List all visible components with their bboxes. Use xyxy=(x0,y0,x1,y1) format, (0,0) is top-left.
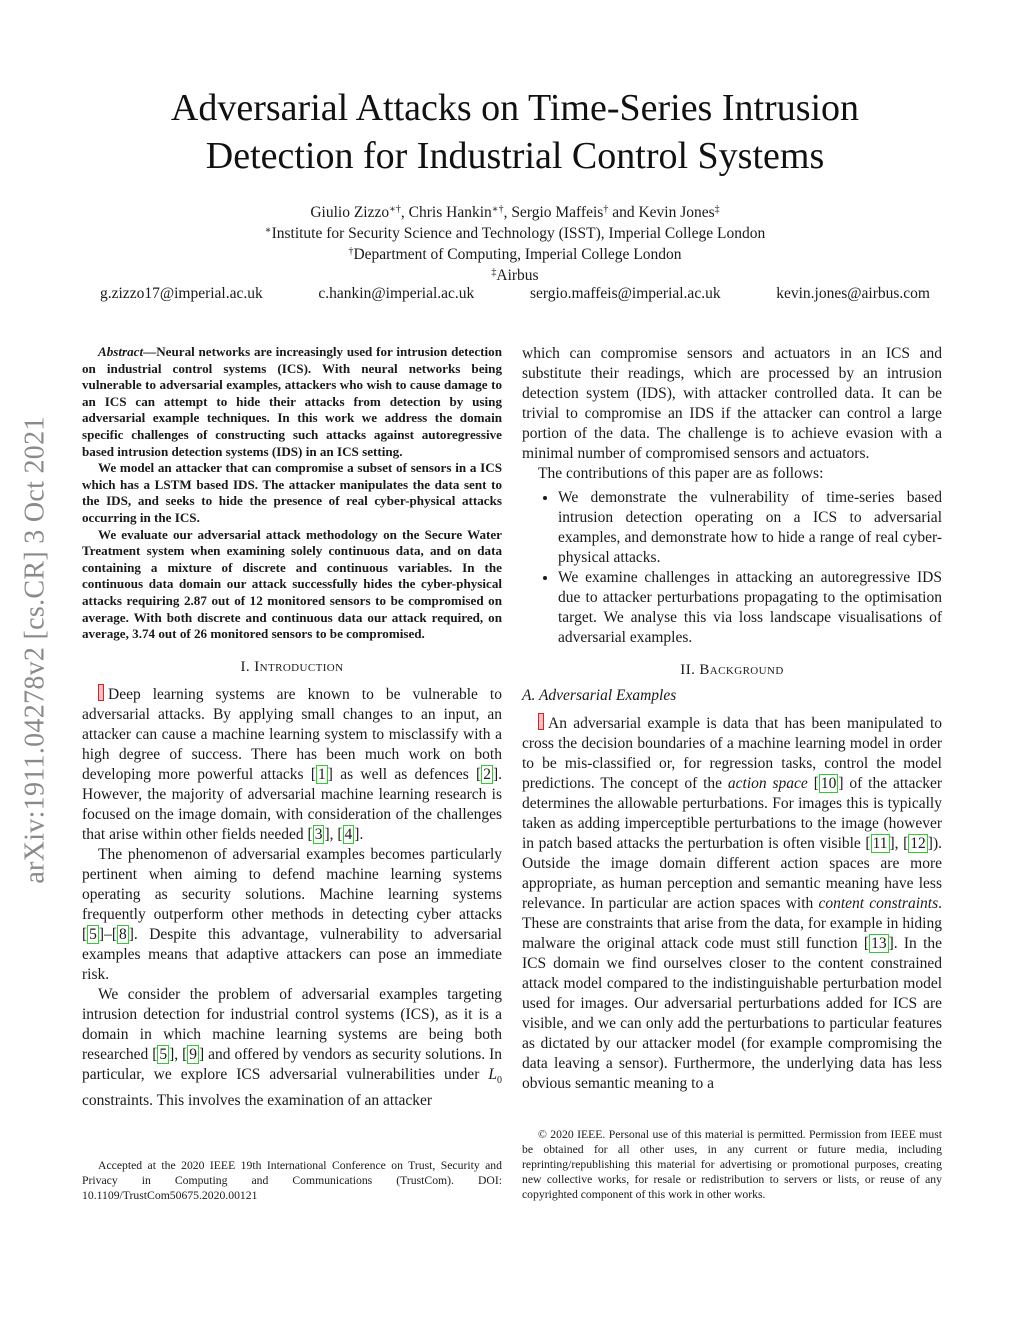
footnote-text: Accepted at the 2020 IEEE 19th International Conference on Trust, Security and Privacy in Computing and Communications (TrustCom). DOI: 10.1109/TrustCom50675.2020.00121 xyxy=(82,1159,502,1202)
author-mark: ∗† xyxy=(389,204,401,215)
citation-link[interactable]: 12 xyxy=(910,835,926,852)
author-separator: , xyxy=(503,204,512,221)
abstract xyxy=(82,344,502,643)
text-run: The phenomenon of adversarial examples becomes particularly pertinent when aiming to defend machine learning systems operating as security solutions. Machine learning systems frequently outperform other methods in detecting cyber attacks [ xyxy=(82,845,502,943)
footnote-copyright xyxy=(522,1127,942,1202)
abstract-label: Abstract xyxy=(98,344,144,359)
contributions-list xyxy=(522,488,942,648)
affiliation-mark: ‡ xyxy=(491,267,497,278)
affiliation-mark: ∗ xyxy=(264,225,272,236)
title-line-2: Detection for Industrial Control Systems xyxy=(205,135,825,177)
right-column xyxy=(522,344,942,1094)
paragraph: The contributions of this paper are as follows: xyxy=(538,465,824,482)
text-run: [ xyxy=(807,775,819,792)
subsection-heading: A. Adversarial Examples xyxy=(522,687,677,704)
email-link[interactable]: sergio.maffeis@imperial.ac.uk xyxy=(529,285,721,302)
affiliation xyxy=(90,244,940,265)
paragraph xyxy=(82,684,502,845)
author-name: Giulio Zizzo xyxy=(310,204,390,221)
text-run: constraints. This involves the examination of an attacker xyxy=(82,1091,433,1109)
section-numeral: II. xyxy=(680,662,700,678)
text-run: ]–[ xyxy=(98,925,117,943)
text-run: ]. However, the majority of adversarial machine learning research is focused on the image domain, with consideration of the challenges that arise within other fields needed [ xyxy=(82,765,502,843)
annotation-marker-icon[interactable] xyxy=(98,684,104,701)
background-body xyxy=(522,713,942,1094)
affiliation xyxy=(90,223,940,244)
title-line-1: Adversarial Attacks on Time-Series Intrusion xyxy=(170,87,860,129)
citation-link[interactable]: 11 xyxy=(872,835,888,852)
left-column xyxy=(82,344,502,1111)
author-list xyxy=(90,202,940,223)
abstract-dash: — xyxy=(143,344,157,359)
author-block xyxy=(90,202,940,286)
affiliation-text: Department of Computing, Imperial College London xyxy=(353,246,682,263)
paragraph xyxy=(82,845,502,985)
affiliation xyxy=(90,265,940,286)
abstract-paragraph: We evaluate our adversarial attack methodology on the Secure Water Treatment system when examining solely continuous data, and on data containing a mixture of discrete and continuous variables. In the continuous data domain our attack successfully hides the cyber-physical attacks requiring 2.87 out of 12 monitored sensors to be compromised on average. With both discrete and continuous data our attack required, on average, 3.74 out of 26 monitored sensors to be compromised. xyxy=(82,526,502,642)
section-title: Introduction xyxy=(254,658,344,675)
paragraph xyxy=(522,713,942,1094)
citation-link[interactable]: 3 xyxy=(314,825,323,843)
author-name: Chris Hankin xyxy=(408,204,492,221)
math-l0 xyxy=(488,1065,502,1086)
text-run: ], [ xyxy=(324,825,343,843)
text-run: Deep learning systems are known to be vulnerable to adversarial attacks. By applying small changes to an input, an attacker can cause a machine learning system to misclassify with a high degree of success. There has been much work on both developing more powerful attacks [ xyxy=(82,685,502,783)
affiliation-text: Institute for Security Science and Technology (ISST), Imperial College London xyxy=(271,225,766,242)
abstract-paragraph xyxy=(82,344,502,460)
section-heading-introduction xyxy=(82,659,502,676)
author-mark: ∗† xyxy=(491,204,504,215)
math-base: L xyxy=(488,1065,497,1083)
arxiv-identifier-stamp xyxy=(14,350,58,950)
contribution-item: • We demonstrate the vulnerability of time-series based intrusion detection operating on a ICS to adversarial examples, and demonstrate how to hide a range of real cyber-physical attacks. xyxy=(558,488,942,568)
abstract-paragraph: We model an attacker that can compromise a subset of sensors in a ICS which has a LSTM based IDS. The attacker manipulates the data sent to the IDS, and seeks to hide the presence of real cyber-physical attacks occurring in the ICS. xyxy=(82,460,502,525)
citation-link[interactable]: 5 xyxy=(89,925,97,943)
author-name: Sergio Maffeis xyxy=(511,204,604,221)
text-run: ]. Despite this advantage, vulnerability to adversarial examples means that adaptive attackers can pose an immediate risk. xyxy=(82,925,502,983)
author-mark: † xyxy=(603,204,609,215)
text-run: ]). Outside the image domain different action spaces are more appropriate, as human perception and semantic meaning have less relevance. In particular are action spaces with xyxy=(522,835,942,912)
contribution-item: • We examine challenges in attacking an autoregressive IDS due to attacker perturbations propagating to the optimisation target. We analyse this via loss landscape visualisations of adversarial examples. xyxy=(558,568,942,648)
footnote-acceptance xyxy=(82,1158,502,1203)
text-run: ], [ xyxy=(889,835,909,852)
emphasis: content constraints xyxy=(818,895,939,912)
citation-link[interactable]: 8 xyxy=(119,925,127,943)
email-link[interactable]: c.hankin@imperial.ac.uk xyxy=(318,285,475,302)
emphasis: action space xyxy=(727,775,808,792)
text-run: ]. In the ICS domain we find ourselves closer to the content constrained attack model compared to the indistinguishable perturbation model used for images. Our adversarial perturbations added for ICS are visible, and we can only add the perturbations to particular features as dictated by our attacker model (for example compromising the data leaving a sensor). Furthermore, the underlying data has less obvious semantic meaning to a xyxy=(522,935,943,1092)
affiliation-text: Airbus xyxy=(496,267,539,284)
citation-link[interactable]: 10 xyxy=(820,775,837,792)
section-numeral: I. xyxy=(240,658,255,675)
text-run: ] as well as defences [ xyxy=(327,765,482,783)
email-link[interactable]: g.zizzo17@imperial.ac.uk xyxy=(100,285,263,302)
citation-link[interactable]: 4 xyxy=(344,825,353,843)
text-run: ]. xyxy=(354,825,364,843)
section-title: Background xyxy=(699,662,784,678)
footnote-text: © 2020 IEEE. Personal use of this material is permitted. Permission from IEEE must be obtained for all other uses, in any current or future media, including reprinting/republishing this material for advertising or promotional purposes, creating new collective works, for resale or redistribution to servers or lists, or reuse of any copyrighted component of this work in other works. xyxy=(522,1128,942,1201)
citation-link[interactable]: 1 xyxy=(318,765,326,783)
math-subscript: 0 xyxy=(497,1074,502,1086)
email-list xyxy=(100,285,930,303)
citation-link[interactable]: 9 xyxy=(189,1045,198,1063)
annotation-marker-icon[interactable] xyxy=(538,713,544,730)
author-mark: ‡ xyxy=(714,204,720,215)
text-run: ] and offered by vendors as security solutions. In particular, we explore ICS adversarial vulnerabilities under xyxy=(82,1045,502,1083)
text-run: . These are constraints that arise from the data, for example in hiding malware the original attack code must still function [ xyxy=(522,895,942,952)
author-name: Kevin Jones xyxy=(638,204,715,221)
text-run: We consider the problem of adversarial examples targeting intrusion detection for industrial control systems (ICS), as it is a domain in which machine learning systems are being both researched [ xyxy=(82,985,502,1063)
text-run: An adversarial example is data that has been manipulated to cross the decision boundaries of a machine learning model in order to be mis-classified or, for regression tasks, control the model predictions. The concept of the xyxy=(522,715,942,792)
paper-title xyxy=(90,84,940,180)
text-run: ] of the attacker determines the allowable perturbations. For images this is typically taken as adding imperceptible perturbations to the image (however in patch based attacks the perturbation is often visible [ xyxy=(522,775,942,852)
paragraph: which can compromise sensors and actuators in an ICS and substitute their readings, which are processed by an intrusion detection system (IDS), with attacker controlled data. It can be trivial to compromise an IDS if the attacker can control a large portion of the data. The challenge is to achieve evasion with a minimal number of compromised sensors and actuators. xyxy=(522,345,942,462)
citation-link[interactable]: 13 xyxy=(871,935,887,952)
citation-link[interactable]: 2 xyxy=(483,765,491,783)
introduction-body-continued xyxy=(522,344,942,484)
introduction-body xyxy=(82,684,502,1111)
text-run: ], [ xyxy=(169,1045,188,1063)
email-link[interactable]: kevin.jones@airbus.com xyxy=(776,285,930,302)
author-separator: and xyxy=(608,204,639,221)
arxiv-identifier: arXiv:1911.04278v2 [cs.CR] 3 Oct 2021 xyxy=(20,416,51,884)
author-separator: , xyxy=(400,204,409,221)
abstract-text: Neural networks are increasingly used for intrusion detection on industrial control systems (ICS). With neural networks being vulnerable to adversarial examples, attackers who wish to cause damage to an ICS can attempt to hide their attacks from detection by using adversarial example techniques. In this work we address the domain specific challenges of constructing such attacks against autoregressive based intrusion detection systems (IDS) in an ICS setting. xyxy=(82,344,502,459)
paragraph xyxy=(82,985,502,1111)
affiliation-mark: † xyxy=(348,246,354,257)
section-heading-background xyxy=(522,662,942,679)
citation-link[interactable]: 5 xyxy=(159,1045,168,1063)
